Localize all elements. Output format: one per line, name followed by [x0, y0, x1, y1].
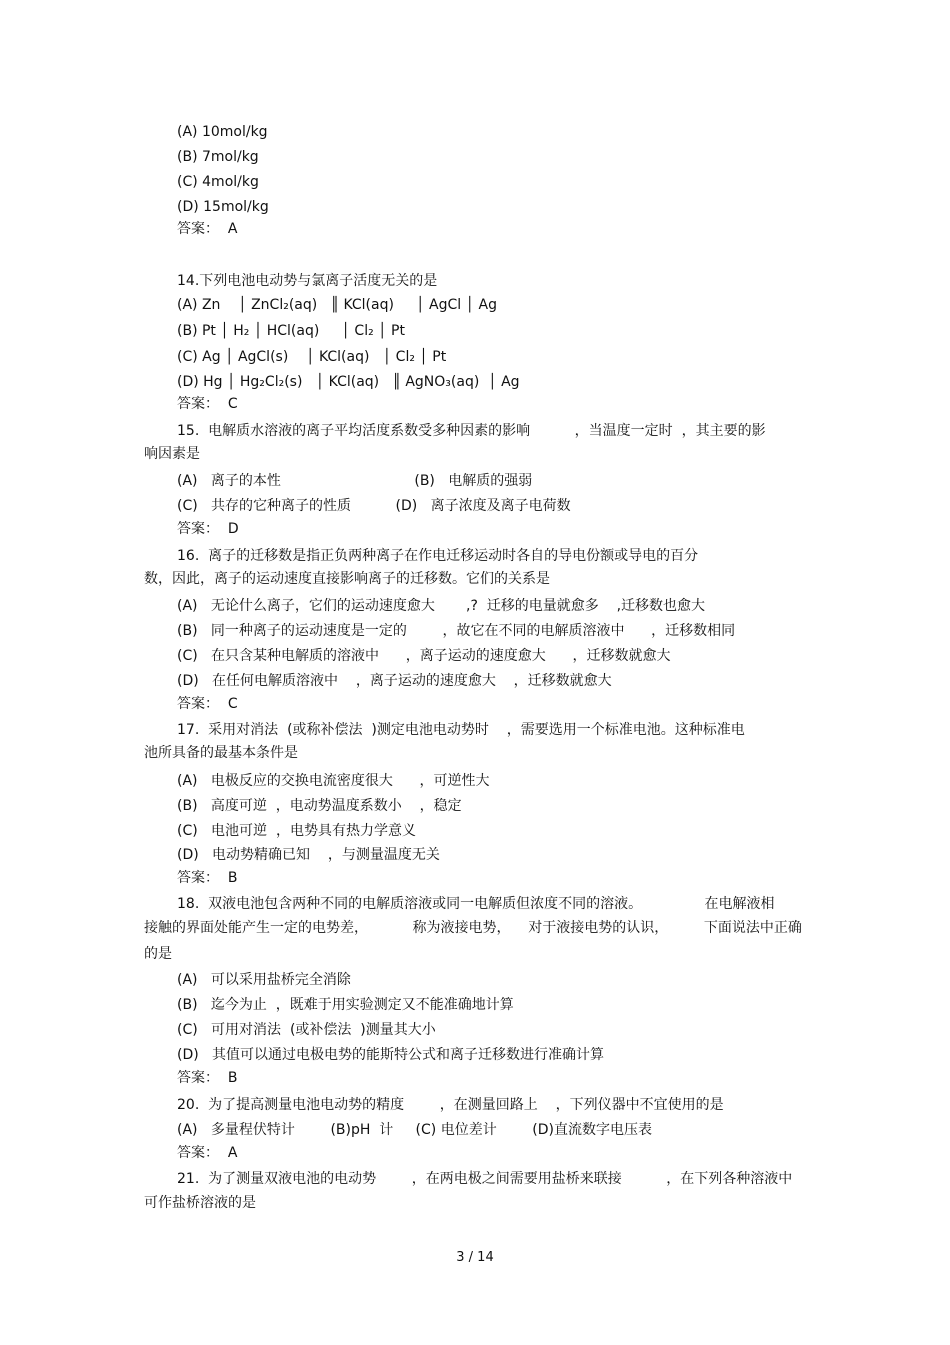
q16-stem-line-2: 数，因此，离子的运动速度直接影响离子的迁移数。它们的关系是	[144, 571, 550, 587]
q17-option-c: (C) 电池可逆 ，电势具有热力学意义	[177, 823, 416, 839]
q16-answer: 答案： C	[177, 696, 238, 712]
q14-option-a: (A) Zn │ ZnCl₂(aq) ║ KCl(aq) │ AgCl │ Ag	[177, 297, 497, 313]
q17-option-d: (D) 电动势精确已知 ，与测量温度无关	[177, 847, 440, 863]
q16-option-c: (C) 在只含某种电解质的溶液中 ，离子运动的速度愈大 ，迁移数就愈大	[177, 648, 671, 664]
q20-options: (A) 多量程伏特计 (B)pH 计 (C) 电位差计 (D)直流数字电压表	[177, 1122, 653, 1138]
q15-answer: 答案： D	[177, 521, 239, 537]
q17-answer: 答案： B	[177, 870, 238, 886]
q13-answer: 答案： A	[177, 221, 238, 237]
q16-option-b: (B) 同一种离子的运动速度是一定的 ，故它在不同的电解质溶液中 ，迁移数相同	[177, 623, 736, 639]
q15-options-row-1: (A) 离子的本性 (B) 电解质的强弱	[177, 473, 533, 489]
q13-option-d: (D) 15mol/kg	[177, 199, 269, 215]
q17-option-b: (B) 高度可逆 ，电动势温度系数小 ，稳定	[177, 798, 462, 814]
q13-option-b: (B) 7mol/kg	[177, 149, 259, 165]
q18-stem-line-1: 18. 双液电池包含两种不同的电解质溶液或同一电解质但浓度不同的溶液。 在电解液相	[177, 896, 775, 912]
q17-stem-line-1: 17. 采用对消法 (或称补偿法 )测定电池电动势时 ，需要选用一个标准电池。这种标准电	[177, 722, 745, 738]
q14-option-b: (B) Pt │ H₂ │ HCl(aq) │ Cl₂ │ Pt	[177, 323, 405, 339]
q16-stem-line-1: 16. 离子的迁移数是指正负两种离子在作电迁移运动时各自的导电份额或导电的百分	[177, 548, 699, 564]
q13-option-c: (C) 4mol/kg	[177, 174, 259, 190]
q20-stem: 20. 为了提高测量电池电动势的精度 ，在测量回路上 ，下列仪器中不宜使用的是	[177, 1097, 724, 1113]
q18-stem-line-3: 的是	[144, 946, 172, 962]
q21-stem-line-2: 可作盐桥溶液的是	[144, 1195, 256, 1211]
q17-stem-line-2: 池所具备的最基本条件是	[144, 745, 298, 761]
q18-answer: 答案： B	[177, 1070, 238, 1086]
q18-option-a: (A) 可以采用盐桥完全消除	[177, 972, 351, 988]
q20-answer: 答案： A	[177, 1145, 238, 1161]
q14-answer: 答案： C	[177, 396, 238, 412]
q21-stem-line-1: 21. 为了测量双液电池的电动势 ，在两电极之间需要用盐桥来联接 ，在下列各种溶液中	[177, 1171, 793, 1187]
q18-option-b: (B) 迄今为止 ，既难于用实验测定又不能准确地计算	[177, 997, 514, 1013]
q15-stem-line-2: 响因素是	[144, 446, 200, 462]
q13-option-a: (A) 10mol/kg	[177, 124, 268, 140]
q14-option-c: (C) Ag │ AgCl(s) │ KCl(aq) │ Cl₂ │ Pt	[177, 349, 447, 365]
q18-stem-line-2: 接触的界面处能产生一定的电势差， 称为液接电势， 对于液接电势的认识， 下面说法中正确	[144, 920, 802, 936]
q15-stem-line-1: 15. 电解质水溶液的离子平均活度系数受多种因素的影响 ，当温度一定时 ，其主要的影	[177, 423, 766, 439]
q16-option-a: (A) 无论什么离子，它们的运动速度愈大 ,? 迁移的电量就愈多 ,迁移数也愈大	[177, 598, 706, 614]
q14-stem: 14.下列电池电动势与氯离子活度无关的是	[177, 273, 438, 289]
page-number: 3 / 14	[456, 1250, 494, 1265]
q18-option-c: (C) 可用对消法 (或补偿法 )测量其大小	[177, 1022, 436, 1038]
q15-options-row-2: (C) 共存的它种离子的性质 (D) 离子浓度及离子电荷数	[177, 498, 571, 514]
q17-option-a: (A) 电极反应的交换电流密度很大 ，可逆性大	[177, 773, 490, 789]
q16-option-d: (D) 在任何电解质溶液中 ，离子运动的速度愈大 ，迁移数就愈大	[177, 673, 612, 689]
q14-option-d: (D) Hg │ Hg₂Cl₂(s) │ KCl(aq) ║ AgNO₃(aq) │ Ag	[177, 374, 520, 390]
q18-option-d: (D) 其值可以通过电极电势的能斯特公式和离子迁移数进行准确计算	[177, 1047, 605, 1063]
